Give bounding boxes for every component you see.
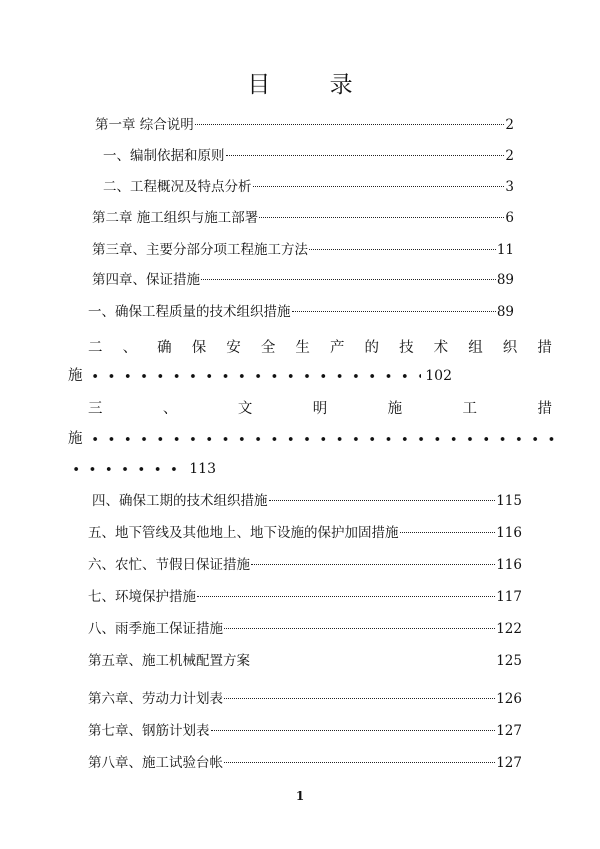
toc-entry-page: 3 <box>505 179 514 195</box>
toc-entry[interactable] <box>88 523 522 543</box>
toc-char: 技 <box>399 340 414 356</box>
toc-entry[interactable] <box>103 146 514 166</box>
toc-entry-page: 102 <box>425 368 452 384</box>
toc-entry-page: 127 <box>496 755 522 771</box>
toc-entry[interactable] <box>88 753 522 773</box>
dot-leader <box>201 279 496 280</box>
toc-entry-page: 89 <box>496 304 514 320</box>
toc-char: 施 <box>387 401 403 417</box>
toc-entry-text: 六、农忙、节假日保证措施 <box>88 557 250 573</box>
toc-entry[interactable] <box>92 270 514 290</box>
toc-char: 措 <box>537 340 552 356</box>
dot-leader <box>259 217 504 218</box>
toc-entry-civil-continuation-2[interactable] <box>68 459 216 479</box>
toc-char: 、 <box>162 401 178 417</box>
dot-leader <box>224 698 495 699</box>
toc-entry-civil-continuation[interactable] <box>68 429 564 449</box>
dot-leader <box>224 628 495 629</box>
toc-entry-page: 122 <box>496 621 522 637</box>
toc-entry-page: 2 <box>505 117 514 133</box>
toc-char: 明 <box>312 401 328 417</box>
toc-char: 确 <box>157 340 172 356</box>
toc-entry-text: 五、地下管线及其他地上、地下设施的保护加固措施 <box>88 525 399 541</box>
toc-char: 施 <box>68 431 83 447</box>
toc-char: 生 <box>295 340 310 356</box>
dot-leader <box>224 762 495 763</box>
toc-entry[interactable] <box>95 115 514 135</box>
toc-entry-page: 117 <box>496 589 522 605</box>
toc-entry-text: 二、工程概况及特点分析 <box>103 179 252 195</box>
toc-entry-text: 一、编制依据和原则 <box>103 148 225 164</box>
dot-leader <box>87 374 422 378</box>
dot-leader <box>251 564 495 565</box>
toc-char: 组 <box>468 340 483 356</box>
dot-leader <box>309 249 496 250</box>
toc-entry-page: 2 <box>505 148 514 164</box>
toc-char: 施 <box>68 368 83 384</box>
dot-leader <box>87 437 561 441</box>
toc-char: 工 <box>462 401 478 417</box>
toc-char: 保 <box>191 340 207 356</box>
toc-entry-page: 127 <box>496 723 522 739</box>
toc-entry-text: 第七章、钢筋计划表 <box>88 723 210 739</box>
toc-char: 全 <box>260 340 276 356</box>
toc-char: 术 <box>433 340 449 356</box>
dot-leader <box>195 124 505 125</box>
toc-entry-text: 第四章、保证措施 <box>92 272 200 288</box>
toc-entry[interactable] <box>88 555 522 575</box>
toc-char: 织 <box>502 340 518 356</box>
toc-char: 三 <box>88 401 103 417</box>
dot-leader <box>211 730 496 731</box>
toc-entry-text: 四、确保工期的技术组织措施 <box>92 493 268 509</box>
dot-leader <box>226 155 505 156</box>
toc-entry-page: 113 <box>189 461 216 477</box>
toc-entry[interactable] <box>92 491 522 511</box>
toc-entry-safety-line[interactable] <box>88 337 552 359</box>
toc-entry-text: 七、环境保护措施 <box>88 589 196 605</box>
page-number: 1 <box>295 789 305 803</box>
toc-entry-page: 11 <box>496 242 514 258</box>
toc-char: 的 <box>364 340 379 356</box>
toc-char: 产 <box>329 340 345 356</box>
toc-entry-text: 八、雨季施工保证措施 <box>88 621 223 637</box>
dot-leader <box>68 467 185 471</box>
toc-entry[interactable] <box>88 721 522 741</box>
dot-leader <box>269 500 496 501</box>
toc-entry-page: 126 <box>496 691 522 707</box>
toc-title: 目 录 <box>247 72 379 98</box>
toc-entry[interactable] <box>92 240 514 260</box>
toc-entry-safety-continuation[interactable] <box>68 366 452 386</box>
toc-entry-civil-line[interactable] <box>88 398 552 420</box>
toc-entry-text: 第一章 综合说明 <box>95 117 194 133</box>
toc-char: 、 <box>122 340 138 356</box>
toc-entry-text: 第五章、施工机械配置方案 <box>88 653 250 669</box>
dot-leader <box>197 596 495 597</box>
toc-entry-text: 第八章、施工试验台帐 <box>88 755 223 771</box>
toc-entry[interactable] <box>103 177 514 197</box>
toc-entry[interactable] <box>88 302 514 322</box>
toc-entry[interactable] <box>92 208 514 228</box>
toc-entry-page: 115 <box>496 493 522 509</box>
toc-entry-page: 89 <box>496 272 514 288</box>
toc-entry[interactable] <box>88 689 522 709</box>
toc-char: 二 <box>88 340 103 356</box>
dot-leader <box>400 532 496 533</box>
toc-char: 安 <box>226 340 241 356</box>
toc-entry[interactable] <box>88 651 522 671</box>
toc-entry-text: 第六章、劳动力计划表 <box>88 691 223 707</box>
dot-leader <box>253 186 505 187</box>
toc-entry-text: 第三章、主要分部分项工程施工方法 <box>92 242 308 258</box>
toc-char: 措 <box>537 401 552 417</box>
toc-entry-page: 116 <box>496 525 522 541</box>
dot-leader <box>292 311 496 312</box>
toc-entry[interactable] <box>88 619 522 639</box>
toc-char: 文 <box>237 401 253 417</box>
toc-entry-page: 6 <box>505 210 514 226</box>
toc-entry[interactable] <box>88 587 522 607</box>
toc-entry-page: 125 <box>496 653 522 669</box>
toc-entry-page: 116 <box>496 557 522 573</box>
toc-entry-text: 一、确保工程质量的技术组织措施 <box>88 304 291 320</box>
toc-entry-text: 第二章 施工组织与施工部署 <box>92 210 259 226</box>
